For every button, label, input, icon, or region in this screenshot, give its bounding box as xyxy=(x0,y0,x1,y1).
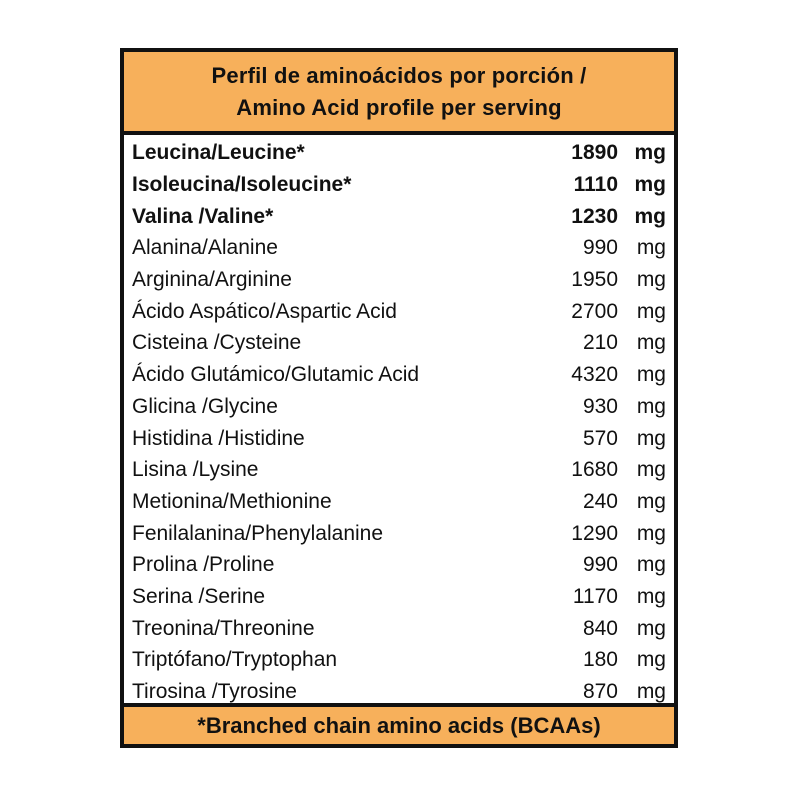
table-row xyxy=(132,612,666,644)
table-row xyxy=(132,454,666,486)
amino-acid-unit: mg xyxy=(636,616,666,640)
amino-acid-name: Treonina/Threonine xyxy=(132,616,315,640)
amino-acid-amount: 840 xyxy=(582,616,618,640)
amino-acid-unit: mg xyxy=(636,363,666,387)
amino-acid-name: Cisteina /Cysteine xyxy=(132,331,302,355)
amino-acid-amount: 1230 xyxy=(571,204,618,228)
amino-acid-amount: 870 xyxy=(582,680,618,704)
amino-acid-name: Arginina/Arginine xyxy=(132,268,292,292)
amino-acid-amount: 1170 xyxy=(572,584,618,608)
amino-acid-name: Ácido Aspático/Aspartic Acid xyxy=(132,299,397,323)
table-row xyxy=(132,200,666,232)
amino-acid-amount: 1290 xyxy=(571,521,618,545)
amino-acid-amount: 4320 xyxy=(571,363,618,387)
table-row xyxy=(132,327,666,359)
amino-acid-amount: 180 xyxy=(582,648,618,672)
table-row xyxy=(132,359,666,391)
amino-acid-unit: mg xyxy=(636,299,666,323)
table-row xyxy=(132,644,666,676)
amino-acid-name: Lisina /Lysine xyxy=(132,458,259,482)
amino-acid-unit: mg xyxy=(636,331,666,355)
table-row xyxy=(132,169,666,201)
amino-acid-amount: 930 xyxy=(582,394,618,418)
amino-acid-name: Histidina /Histidine xyxy=(132,426,305,450)
amino-acid-name: Tirosina /Tyrosine xyxy=(132,680,297,704)
amino-acid-unit: mg xyxy=(636,584,666,608)
amino-acid-profile-table xyxy=(120,48,678,748)
amino-acid-amount: 990 xyxy=(582,553,618,577)
amino-acid-unit: mg xyxy=(634,173,666,197)
amino-acid-amount: 1950 xyxy=(571,268,618,292)
amino-acid-unit: mg xyxy=(634,141,666,165)
amino-acid-amount: 990 xyxy=(582,236,618,260)
table-row xyxy=(132,486,666,518)
table-row xyxy=(132,549,666,581)
amino-acid-amount: 240 xyxy=(582,489,618,513)
amino-acid-unit: mg xyxy=(636,553,666,577)
header-title-spanish: Perfil de aminoácidos por porción / xyxy=(211,62,587,88)
header-title-english: Amino Acid profile per serving xyxy=(236,94,562,120)
table-header xyxy=(124,52,674,135)
amino-acid-amount: 1890 xyxy=(571,141,618,165)
amino-acid-unit: mg xyxy=(636,521,666,545)
amino-acid-unit: mg xyxy=(636,268,666,292)
amino-acid-unit: mg xyxy=(636,648,666,672)
amino-acid-amount: 210 xyxy=(582,331,618,355)
amino-acid-unit: mg xyxy=(636,680,666,704)
table-row xyxy=(132,422,666,454)
amino-acid-unit: mg xyxy=(634,204,666,228)
amino-acid-name: Metionina/Methionine xyxy=(132,489,332,513)
bcaa-footnote: *Branched chain amino acids (BCAAs) xyxy=(197,712,601,738)
amino-acid-unit: mg xyxy=(636,458,666,482)
table-row xyxy=(132,295,666,327)
amino-acid-unit: mg xyxy=(636,236,666,260)
amino-acid-amount: 2700 xyxy=(571,299,618,323)
table-row xyxy=(132,137,666,169)
amino-acid-name: Isoleucina/Isoleucine* xyxy=(132,173,352,197)
amino-acid-name: Triptófano/Tryptophan xyxy=(132,648,338,672)
amino-acid-amount: 1680 xyxy=(571,458,618,482)
amino-acid-name: Prolina /Proline xyxy=(132,553,275,577)
amino-acid-amount: 570 xyxy=(582,426,618,450)
amino-acid-unit: mg xyxy=(636,489,666,513)
table-row xyxy=(132,264,666,296)
table-row xyxy=(132,581,666,613)
table-row xyxy=(132,391,666,423)
amino-acid-name: Fenilalanina/Phenylalanine xyxy=(132,521,384,545)
amino-acid-name: Glicina /Glycine xyxy=(132,394,278,418)
amino-acid-name: Valina /Valine* xyxy=(132,204,274,228)
amino-acid-unit: mg xyxy=(636,394,666,418)
amino-acid-name: Leucina/Leucine* xyxy=(132,141,305,165)
amino-acid-name: Serina /Serine xyxy=(132,584,266,608)
table-row xyxy=(132,517,666,549)
amino-acid-list xyxy=(124,135,674,709)
amino-acid-amount: 1110 xyxy=(573,173,618,197)
amino-acid-unit: mg xyxy=(636,426,666,450)
amino-acid-name: Alanina/Alanine xyxy=(132,236,278,260)
table-footer xyxy=(124,703,674,744)
table-row xyxy=(132,232,666,264)
amino-acid-name: Ácido Glutámico/Glutamic Acid xyxy=(132,363,420,387)
